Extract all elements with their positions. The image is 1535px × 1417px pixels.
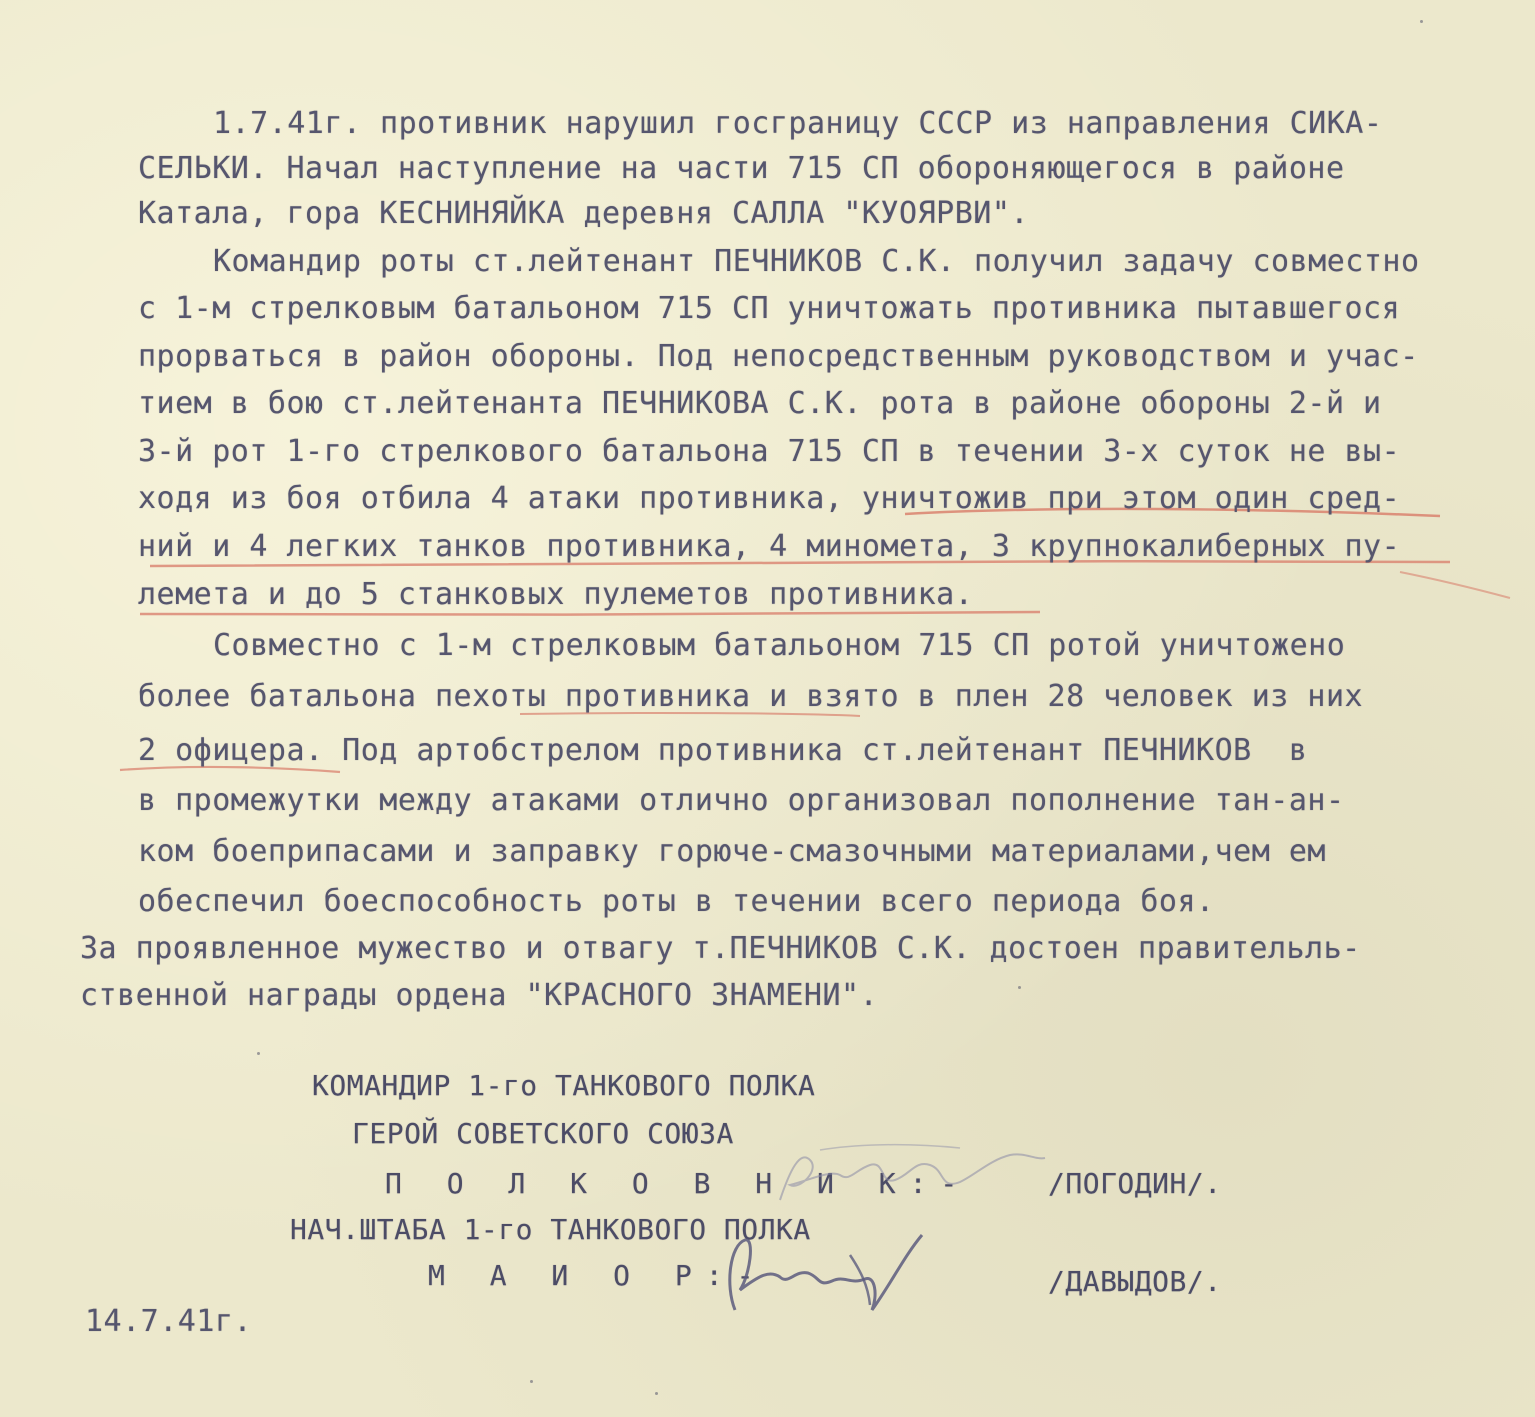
paper-speck: [655, 1392, 658, 1395]
paper-speck: [1018, 986, 1021, 989]
text-line: в промежутки между атаками отлично организовал пополнение тан-ан-: [138, 783, 1345, 818]
chief-name: /ДАВЫДОВ/.: [1048, 1265, 1222, 1298]
commander-name: /ПОГОДИН/.: [1048, 1167, 1222, 1200]
paper-speck: [1420, 20, 1423, 23]
paper-speck: [257, 1052, 260, 1055]
chief-signature: [700, 1215, 940, 1325]
text-line: ственной награды ордена "КРАСНОГО ЗНАМЕНИ".: [80, 978, 879, 1013]
text-line: лемета и до 5 станковых пулеметов противника.: [138, 577, 974, 612]
chief-rank: М А И О Р:-: [428, 1259, 768, 1292]
text-line: СЕЛЬКИ. Начал наступление на части 715 СП обороняющегося в районе: [138, 151, 1345, 186]
paper-speck: [530, 1380, 533, 1383]
chief-title: НАЧ.ШТАБА 1-го ТАНКОВОГО ПОЛКА: [290, 1213, 811, 1246]
text-line: обеспечил боеспособность роты в течении всего периода боя.: [138, 884, 1215, 919]
text-line: 1.7.41г. противник нарушил госграницу СССР из направления СИКА-: [213, 106, 1383, 141]
text-line: прорваться в район обороны. Под непосредственным руководством и учас-: [138, 339, 1419, 374]
text-line: Катала, гора КЕСНИНЯЙКА деревня САЛЛА "КУОЯРВИ".: [138, 196, 1029, 231]
document-date: 14.7.41г.: [85, 1304, 253, 1339]
text-line: с 1-м стрелковым батальоном 715 СП уничтожать противника пытавшегося: [138, 291, 1401, 326]
text-line: ний и 4 легких танков противника, 4 миномета, 3 крупнокалиберных пу-: [138, 529, 1401, 564]
commander-rank: П О Л К О В Н И К:-: [385, 1167, 972, 1200]
text-line: тием в бою ст.лейтенанта ПЕЧНИКОВА С.К. рота в районе обороны 2-й и: [138, 386, 1382, 421]
text-line: 3-й рот 1-го стрелкового батальона 715 СП в течении 3-х суток не вы-: [138, 434, 1401, 469]
text-line: 2 офицера. Под артобстрелом противника ст.лейтенант ПЕЧНИКОВ в: [138, 733, 1308, 768]
text-line: Совместно с 1-м стрелковым батальоном 715 СП ротой уничтожено: [213, 628, 1346, 663]
commander-honor: ГЕРОЙ СОВЕТСКОГО СОЮЗА: [352, 1117, 734, 1150]
text-line: За проявленное мужество и отвагу т.ПЕЧНИКОВ С.К. достоен правительль-: [80, 931, 1361, 966]
text-line: более батальона пехоты противника и взято в плен 28 человек из них: [138, 679, 1364, 714]
text-line: ходя из боя отбила 4 атаки противника, уничтожив при этом один сред-: [138, 481, 1401, 516]
text-line: Командир роты ст.лейтенант ПЕЧНИКОВ С.К. получил задачу совместно: [213, 244, 1420, 279]
commander-signature: [760, 1130, 1060, 1220]
text-line: ком боеприпасами и заправку горюче-смазочными материалами,чем ем: [138, 834, 1326, 869]
red-underline: [1400, 572, 1510, 598]
commander-title: КОМАНДИР 1-го ТАНКОВОГО ПОЛКА: [312, 1069, 816, 1102]
